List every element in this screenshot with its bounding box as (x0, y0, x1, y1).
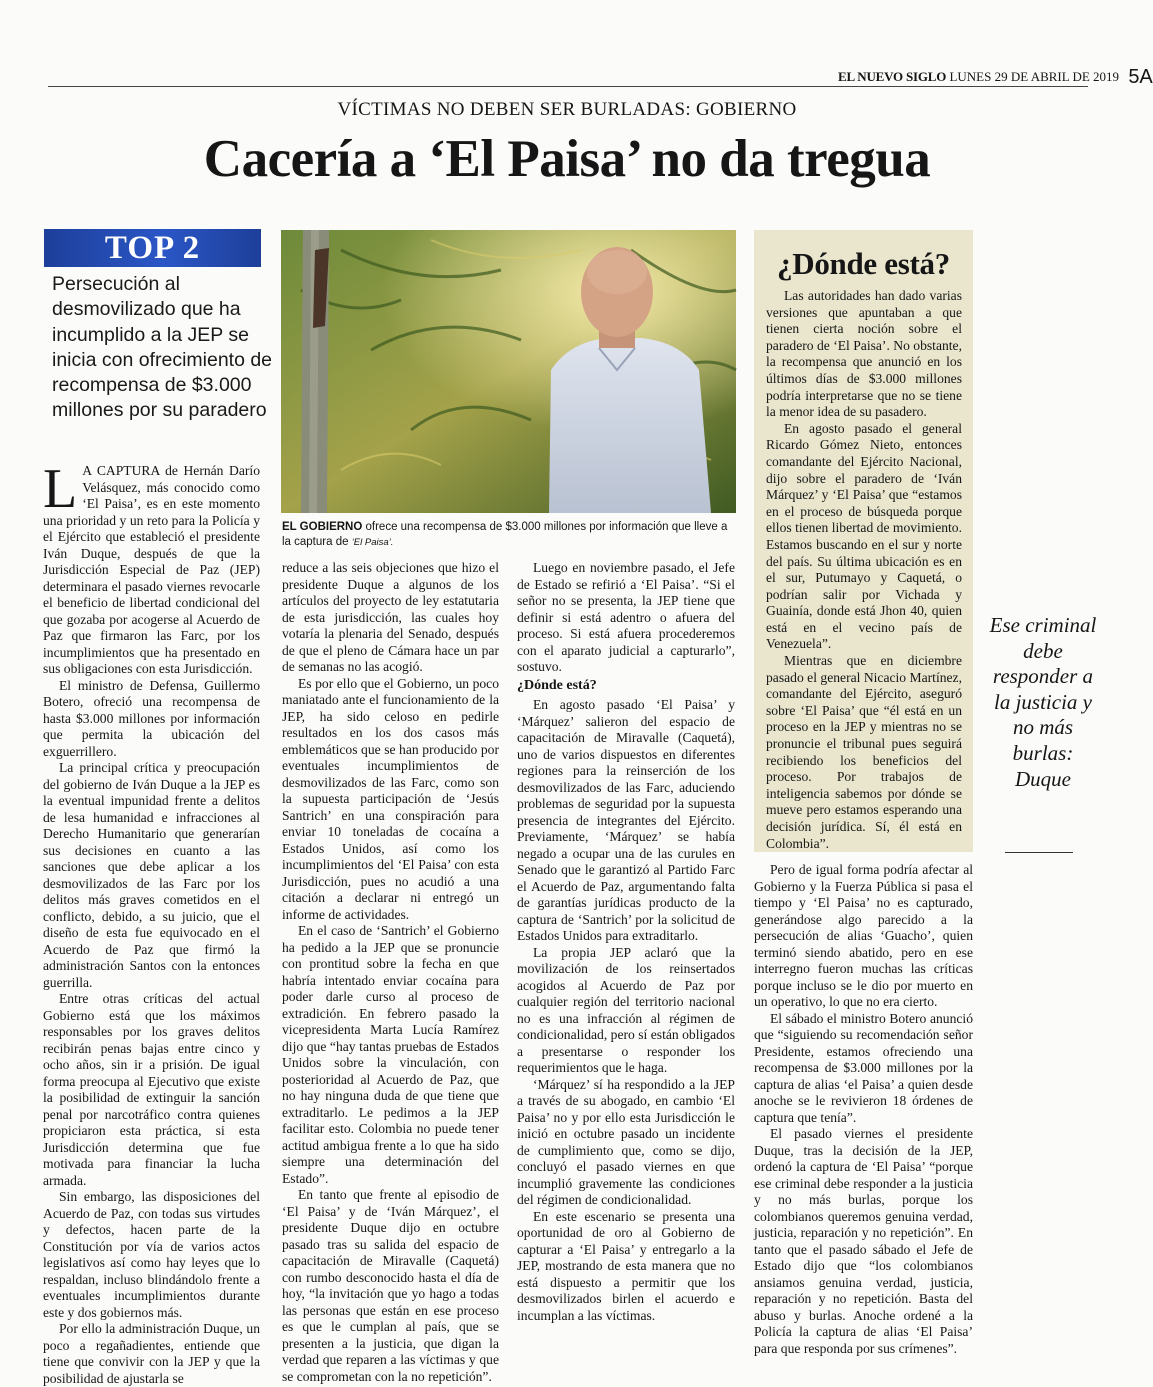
paragraph: Por ello la administración Duque, un poco a regañadientes, entiende que tiene que convivir con la JEP y que la posibilidad de ajustarla se (43, 1321, 260, 1386)
paragraph: En el caso de ‘Santrich’ el Gobierno ha pedido a la JEP que se pronuncie con prontitud sobre la fecha en que habría intentado enviar cocaína para poder darle curso al proceso de extradición. En febrero pasado la vicepresidenta Marta Lucía Ramírez dijo que “hay tantas pruebas de Estados Unidos sobre la vinculación, con posterioridad al Acuerdo de Paz, que no hay ninguna duda de que tiene que extraditarlo. Le pedimos a la JEP facilitar esto. Colombia no puede tener actitud ambigua frente a lo que ha sido siempre una determinación del Estado”. (282, 923, 499, 1186)
paragraph: En tanto que frente al episodio de ‘El Paisa’ y de ‘Iván Márquez’, el presidente Duque dijo en octubre pasado tras su salida del espacio de capacitación de Miravalle (Caquetá) con rumbo desconocido hasta el día de hoy, “la invitación que yo hago a todas las personas que están en ese proceso es que le cumplan al país, que se presenten a la justicia, que digan la verdad que reparen a las víctimas y que se comprometan con la no repetición”. (282, 1187, 499, 1384)
paragraph: Pero de igual forma podría afectar al Gobierno y la Fuerza Pública si pasa el tiempo y ‘El Paisa’ no es capturado, generándose algo parecido a la persecución de alias ‘Guacho’, quien terminó siendo abatido, pero en ese interregno fueron muchas las críticas porque incluso se le dio por muerto en un operativo, lo que no era cierto. (754, 862, 973, 1009)
article-column-2 (282, 560, 499, 1385)
article-photo (281, 230, 736, 513)
deck: Persecución al desmovilizado que ha incumplido a la JEP se inicia con ofrecimiento de recompensa de $3.000 millones por su paradero (52, 273, 273, 422)
kicker: VÍCTIMAS NO DEBEN SER BURLADAS: GOBIERNO (337, 99, 797, 120)
paragraph: Entre otras críticas del actual Gobierno está que los máximos responsables por los graves delitos recibirán penas bajas entre cinco y ocho años, sin ir a prisión. De igual forma preocupa al Ejecutivo que existe la posibilidad de extinguir la sanción penal por narcotráfico contra quienes propiciaron esta práctica, si esta Jurisdicción determina que fue motivada para financiar la lucha armada. (43, 991, 260, 1188)
paragraph: Sin embargo, las disposiciones del Acuerdo de Paz, con todas sus virtudes y defectos, hacen parte de la Constitución por vía de varios actos legislativos así como hay leyes que lo respaldan, incluso blindándolo frente a eventuales incumplimientos durante este y dos gobiernos más. (43, 1189, 260, 1320)
paragraph: En este escenario se presenta una oportunidad de oro al Gobierno de capturar a ‘El Paisa’ y entregarlo a la JEP, mostrando de esta manera que no está dispuesto a permitir que los desmovilizados birlen el acuerdo e incumplan a las víctimas. (517, 1208, 735, 1323)
issue-date: LUNES 29 DE ABRIL DE 2019 (949, 69, 1120, 84)
masthead-divider (48, 86, 1088, 87)
article-column-1 (43, 458, 260, 1387)
paragraph: La principal crítica y preocupación del gobierno de Iván Duque a la JEP es la eventual impunidad frente a delitos de lesa humanidad e infracciones al Derecho Humanitario que generarían sus decisiones en cuanto a las sanciones que debe aplicar a los desmovilizados de las Farc por los delitos más graves cometidos en el conflicto, debido, a su juicio, que el diseño de esta fue equivocado en el Acuerdo de Paz que firmó la administración Santos con la entonces guerrilla. (43, 760, 260, 990)
photo-caption (282, 520, 737, 550)
caption-text: ofrece una recompensa de $3.000 millones por información que lleve a la captura de (282, 521, 728, 548)
sidebar-paragraph: En agosto pasado el general Ricardo Gómez Nieto, entonces comandante del Ejército Nacional, dijo sobre el paradero de ‘Iván Márquez’ y ‘El Paisa’ que “estamos en el proceso de búsqueda porque ellos tienen libertad de movimiento. Estamos buscando en el sur y norte del país. Su última ubicación es en el sur, Putumayo y Caquetá, o podrían salir por Vichada y Guainía, donde está Jhon 40, quien está en el vecino país de Venezuela”. (766, 420, 962, 652)
pull-quote-rule (1005, 852, 1073, 853)
newspaper-name: EL NUEVO SIGLO (838, 69, 947, 84)
lead-paragraph: L A CAPTURA de Hernán Darío Velásquez, más conocido como ‘El Paisa’, es en este momento una prioridad y un reto para la Policía y el Ejército que estableció el presidente Iván Duque, después de que la Jurisdicción Especial de Paz (JEP) determinara el pasado viernes revocarle el beneficio de libertad condicional del que gozaba por acogerse al Acuerdo de Paz que firmaron las Farc, por los incumplimientos que ha presentado en sus obligaciones con esta Jurisdicción. (43, 458, 260, 676)
top-2-badge: TOP 2 (44, 229, 261, 267)
sidebar-title: ¿Dónde está? (777, 246, 950, 281)
paragraph: El ministro de Defensa, Guillermo Botero, ofreció una recompensa de hasta $3.000 millones por información que permita la ubicación del exguerrillero. (43, 677, 260, 759)
paragraph: La propia JEP aclaró que la movilización de los reinsertados acogidos al Acuerdo de Paz por cualquier región del territorio nacional no es una infracción al régimen de condicionalidad, pero sí están obligados a presentarse o responder los requerimientos que le haga. (517, 944, 735, 1075)
page-number: 5A (1128, 66, 1153, 88)
paragraph: reduce a las seis objeciones que hizo el presidente Duque a algunos de los artículos del proyecto de ley estatutaria de esta jurisdicción, las cuales hoy votaría la plenaria del Senado, después de que el pleno de Cámara hace un par de semanas no las acogió. (282, 560, 499, 674)
drop-cap: L (43, 458, 78, 520)
sidebar-paragraph: Mientras que en diciembre pasado el general Nicacio Martínez, comandante del Ejército, aseguró sobre ‘El Paisa’ que “él está en un proceso en la JEP y mientras no se pronuncie el tribunal pues seguirá recibiendo los beneficios del proceso. Por trabajos de inteligencia sabemos por dónde se mueve pero estamos esperando una decisión jurídica. Sí, él está en Colombia”. (766, 653, 962, 851)
sidebar-text (766, 288, 962, 852)
paragraph: El sábado el ministro Botero anunció que “siguiendo su recomendación señor Presidente, estamos ofreciendo una recompensa de $3.000 millones por la captura de alias ‘el Paisa’ a quien desde anoche se le revivieron 18 órdenes de captura que tenía”. (754, 1010, 973, 1125)
caption-tail: ‘El Paisa’. (351, 537, 394, 548)
caption-lead: EL GOBIERNO (282, 521, 363, 533)
sidebar-paragraph: Las autoridades han dado varias versiones que apuntaban a que tienen cierta noción sobre el paradero de ‘El Paisa’. No obstante, la recompensa que anunció en los últimos días de $3.000 millones podría interpretarse que no se tiene la menor idea de su pasadero. (766, 288, 962, 420)
paragraph: El pasado viernes el presidente Duque, tras la decisión de la JEP, ordenó la captura de ‘El Paisa’ “porque ese criminal debe responder a la justicia y no más burlas, porque los colombianos queremos genuina verdad, justicia, reparación y no repetición”. En tanto que el pasado sábado el Jefe de Estado dijo que “los colombianos ansiamos genuina verdad, justicia, reparación y no repetición. Basta del abuso y burlas. Anoche ordené a la Policía la captura de alias ‘El Paisa’ para que responda por sus crímenes”. (754, 1126, 973, 1356)
article-column-3 (517, 560, 735, 1324)
headline: Cacería a ‘El Paisa’ no da tregua (203, 130, 931, 188)
paragraph: En agosto pasado ‘El Paisa’ y ‘Márquez’ salieron del espacio de capacitación de Miravalle (Caquetá), uno de varios dispuestos en diferentes regiones para la reinserción de los desmovilizados de las Farc, aduciendo problemas de seguridad por la supuesta presencia de integrantes del Ejército. Previamente, ‘Márquez’ se había negado a ocupar una de las curules en Senado que le garantizó al Partido Farc el Acuerdo de Paz, argumentando falta de garantías jurídicas producto de la captura de ‘Santrich’ por la solicitud de Estados Unidos para extraditarlo. (517, 697, 735, 943)
masthead (838, 64, 1153, 88)
photo-illustration (281, 230, 736, 513)
article-column-4 (754, 862, 973, 1357)
pull-quote: Ese criminal debe responder a la justicia y no más burlas: Duque (989, 613, 1097, 791)
paragraph: ‘Márquez’ sí ha respondido a la JEP a través de su abogado, en cambio ‘El Paisa’ no y por ello esta Jurisdicción le inició en octubre pasado un incidente de cumplimiento que, como se dijo, concluyó el pasado viernes en que incumplió gravemente las condiciones del régimen de condicionalidad. (517, 1076, 735, 1207)
subhead: ¿Dónde está? (517, 677, 597, 693)
paragraph: Luego en noviembre pasado, el Jefe de Estado se refirió a ‘El Paisa’. “Si el señor no se presenta, la JEP tiene que definir si está adentro o afuera del proceso. Si está afuera procederemos con el aparato judicial a capturarlo”, sostuvo. (517, 560, 735, 674)
paragraph: Es por ello que el Gobierno, un poco maniatado ante el funcionamiento de la JEP, ha sido celoso en pedirle resultados en los dos casos más emblemáticos que se han producido por eventuales incumplimientos de desmovilizados de las Farc, como son la supuesta participación de ‘Jesús Santrich’ en una conspiración para enviar 10 toneladas de cocaína a Estados Unidos, así como los incumplimientos del ‘El Paisa’ con esta Jurisdicción, pues no acudió a una citación a declarar ni entregó un informe de actividades. (282, 675, 499, 922)
